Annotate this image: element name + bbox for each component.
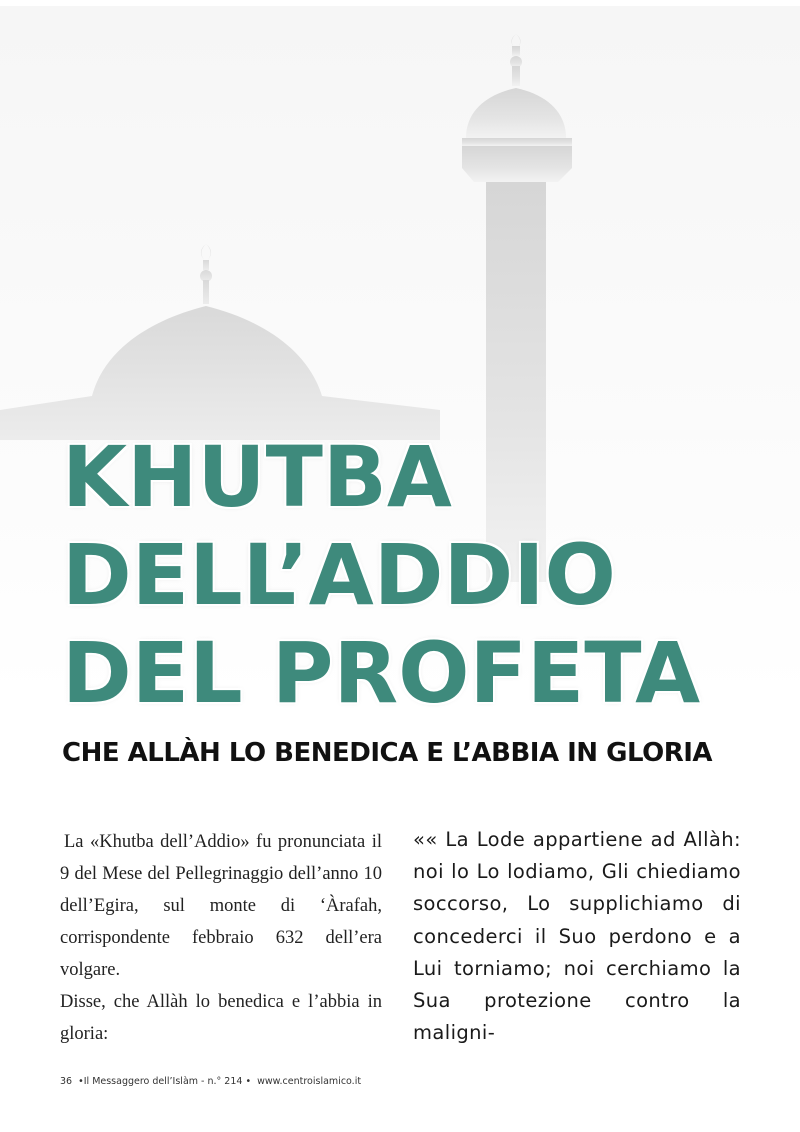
magazine-name: •Il Messaggero dell’Islàm - n.° 214 • bbox=[78, 1076, 252, 1087]
article-title bbox=[62, 428, 700, 722]
article-subtitle: CHE ALLÀH LO BENEDICA E L’ABBIA IN GLORIA bbox=[62, 738, 713, 768]
website-link[interactable]: www.centroislamico.it bbox=[257, 1076, 362, 1087]
page-number: 36 bbox=[60, 1076, 73, 1087]
intro-paragraph-2: Disse, che Allàh lo benedica e l’abbia in gloria: bbox=[60, 992, 382, 1044]
title-line-1: KHUTBA bbox=[62, 428, 452, 526]
page-footer bbox=[60, 1076, 364, 1087]
title-line-3: DEL PROFETA bbox=[62, 624, 701, 722]
title-line-2: DELL’ADDIO bbox=[62, 526, 616, 624]
intro-paragraph: La «Khutba dell’Addio» fu pronunciata il 9 del Mese del Pellegrinaggio dell’anno 10 dell’Egira, sul monte di ‘Àrafah, corrispondente febbraio 632 dell’era volgare. bbox=[60, 832, 382, 980]
left-text-column bbox=[60, 826, 382, 1050]
right-text-column bbox=[413, 824, 741, 1049]
sermon-paragraph: «« La Lode appartiene ad Allàh: noi lo Lo lodiamo, Gli chiediamo soccorso, Lo supplichiamo di concederci il Suo perdono e a Lui torniamo; noi cerchiamo la Sua protezione contro la maligni- bbox=[413, 828, 741, 1045]
